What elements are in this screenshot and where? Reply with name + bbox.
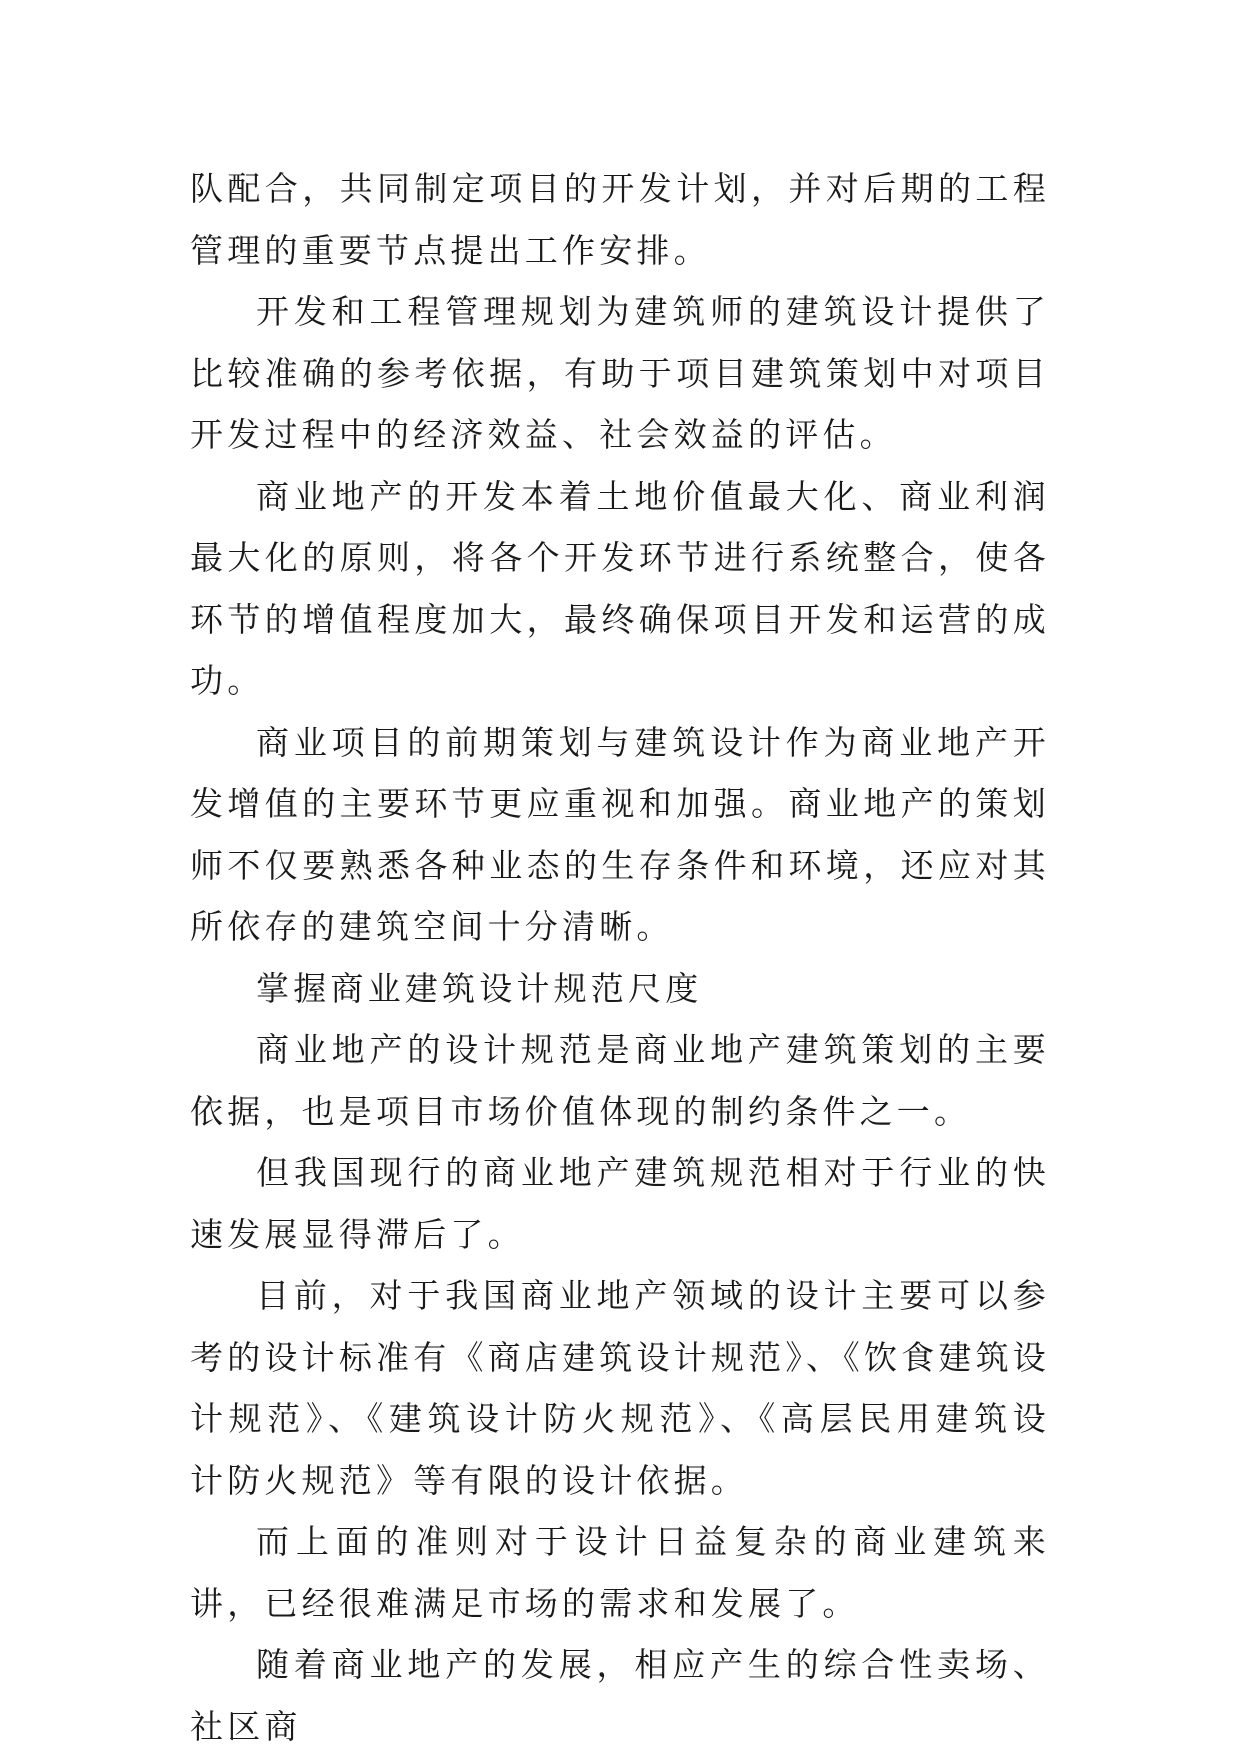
paragraph-1: 队配合，共同制定项目的开发计划，并对后期的工程管理的重要节点提出工作安排。 — [190, 169, 1050, 270]
paragraph-4: 商业项目的前期策划与建筑设计作为商业地产开发增值的主要环节更应重视和加强。商业地产的策划师不仅要熟悉各种业态的生存条件和环境，还应对其所依存的建筑空间十分清晰。 — [190, 722, 1050, 946]
paragraph-7: 目前，对于我国商业地产领域的设计主要可以参考的设计标准有《商店建筑设计规范》、《饮食建筑设计规范》、《建筑设计防火规范》、《高层民用建筑设计防火规范》等有限的设计依据。 — [190, 1276, 1050, 1500]
document-body — [190, 158, 1050, 1757]
paragraph-9: 随着商业地产的发展，相应产生的综合性卖场、社区商 — [190, 1645, 1050, 1746]
paragraph-8: 而上面的准则对于设计日益复杂的商业建筑来讲，已经很难满足市场的需求和发展了。 — [190, 1522, 1050, 1623]
paragraph-5: 商业地产的设计规范是商业地产建筑策划的主要依据，也是项目市场价值体现的制约条件之一。 — [190, 1030, 1050, 1131]
paragraph-2: 开发和工程管理规划为建筑师的建筑设计提供了比较准确的参考依据，有助于项目建筑策划中对项目开发过程中的经济效益、社会效益的评估。 — [190, 292, 1050, 454]
paragraph-3: 商业地产的开发本着土地价值最大化、商业利润最大化的原则，将各个开发环节进行系统整合，使各环节的增值程度加大，最终确保项目开发和运营的成功。 — [190, 476, 1050, 700]
section-heading: 掌握商业建筑设计规范尺度 — [256, 968, 703, 1008]
paragraph-6: 但我国现行的商业地产建筑规范相对于行业的快速发展显得滞后了。 — [190, 1153, 1050, 1254]
